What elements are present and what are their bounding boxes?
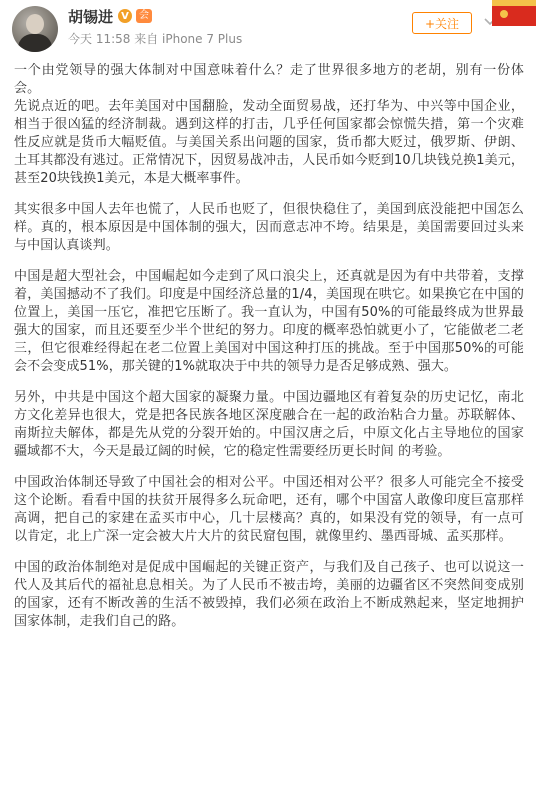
avatar[interactable] — [12, 6, 58, 52]
post-header — [0, 0, 536, 68]
post-paragraph: 另外，中共是中国这个超大国家的凝聚力量。中国边疆地区有着复杂的历史记忆，南北方文化差异也很大，党是把各民族各地区深度融合在一起的政治粘合力量。苏联解体、南斯拉夫解体，都是先从党的分裂开始的。中国汉唐之后，中原文化占主导地位的国家疆域都不大，今天是最辽阔的时候，它的稳定性需要经历更长时间 的考验。 — [14, 390, 524, 459]
verified-badge-icon: V — [118, 9, 132, 23]
post-paragraph: 其实很多中国人去年也慌了，人民币也贬了，但很快稳住了，美国到底没能把中国怎么样。真的，根本原因是中国体制的强大，因而意志冲不垮。结果是，美国需要回过头来与中国认真谈判。 — [14, 202, 524, 253]
post-paragraph: 中国是超大型社会，中国崛起如今走到了风口浪尖上，还真就是因为有中共带着，支撑着，美国撼动不了我们。印度是中国经济总量的1/4，美国现在哄它。如果换它在中国的位置上，美国一压它，准把它压断了。我一直认为，中国有50%的可能最终成为世界最强大的国家，而且还要至少半个世纪的努力。印度的概率恐怕就更小了，它能做老二老三，但它很难经得起在老二位置上美国对中国这种打压的挑战。至于中国那50%的可能会不会变成51%，那关键的1%就取决于中共的领导力是否足够成熟、强大。 — [14, 269, 524, 374]
member-badge-icon[interactable]: 会 — [136, 9, 152, 23]
flag-decoration-icon — [484, 0, 536, 34]
username[interactable]: 胡锡进 — [68, 7, 114, 26]
post-paragraph: 中国政治体制还导致了中国社会的相对公平。中国还相对公平？很多人可能完全不接受这个论断。看看中国的扶贫开展得多么玩命吧，还有，哪个中国富人敢像印度巨富那样高调，把自己的家建在孟买市中心，几十层楼高？真的，如果没有党的领导，有一点可以肯定，北上广深一定会被大片大片的贫民窟包围，就像里约、墨西哥城、孟买那样。 — [14, 475, 524, 544]
name-row — [68, 6, 152, 26]
avatar-body — [18, 34, 52, 52]
post-paragraph: 一个由党领导的强大体制对中国意味着什么？走了世界很多地方的老胡，别有一份体会。 — [14, 63, 524, 96]
post-content — [14, 62, 524, 644]
follow-button[interactable]: +关注 — [412, 12, 472, 34]
post-paragraph: 中国的政治体制绝对是促成中国崛起的关键正资产，与我们及自己孩子、也可以说这一代人及其后代的福祉息息相关。为了人民币不被击垮，美丽的边疆省区不突然间变成别的国家，还有不断改善的生活不被毁掉，我们必须在政治上不断成熟起来，坚定地拥护国家体制，走我们自己的路。 — [14, 560, 524, 629]
post-paragraph: 先说点近的吧。去年美国对中国翻脸，发动全面贸易战，还打华为、中兴等中国企业，相当于很凶猛的经济制裁。遇到这样的打击，几乎任何国家都会惊慌失措，第一个灾难性反应就是货币大幅贬值。与美国关系出问题的国家，货币都大贬过，俄罗斯、伊朗、土耳其都没有逃过。正常情况下，因贸易战冲击，人民币如今贬到10几块钱兑换1美元，甚至20块钱换1美元，本是大概率事件。 — [14, 99, 524, 186]
avatar-face — [26, 14, 44, 34]
post-meta: 今天 11:58 来自 iPhone 7 Plus — [68, 32, 243, 46]
